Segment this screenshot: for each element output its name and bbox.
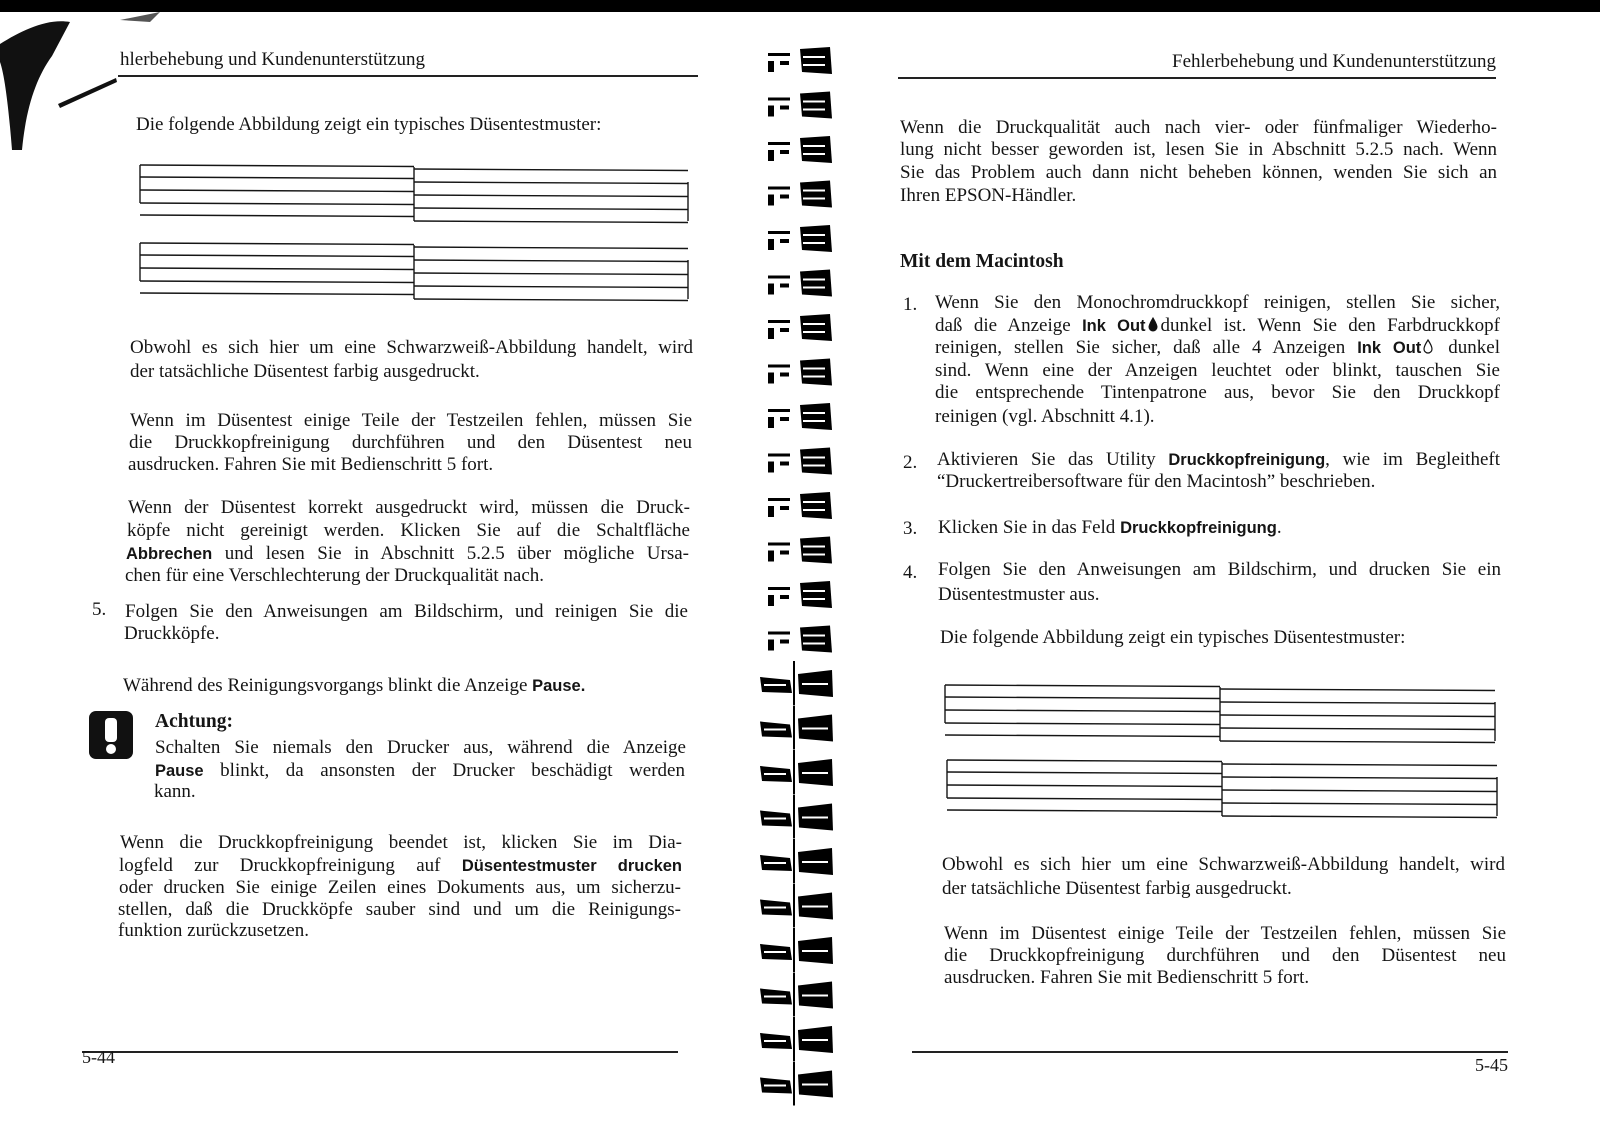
duesentestmuster-drucken-term: Düsentestmuster drucken <box>461 857 682 875</box>
line-text: dunkel ist. Wenn Sie den Farbdruckkopf <box>1160 315 1500 336</box>
caution-icon-bar <box>105 718 117 742</box>
page-number: 5-45 <box>1475 1055 1508 1075</box>
pattern-line <box>414 247 688 249</box>
caution-line: Schalten Sie niemals den Drucker aus, während die Anzeige <box>155 737 686 758</box>
pattern-line <box>1222 777 1497 779</box>
pattern-line <box>947 810 1222 812</box>
ring-mark <box>768 373 774 384</box>
line-text: Während des Reinigungsvorgangs blinkt die Anzeige <box>123 675 533 696</box>
drop-shape <box>1424 340 1432 353</box>
binding-ring <box>760 973 833 1017</box>
missing-segments-line: ausdrucken. Fahren Sie mit Bedienschritt 5 fort. <box>944 967 1310 988</box>
header-rule <box>898 77 1496 79</box>
section-title: Mit dem Macintosh <box>900 251 1064 272</box>
running-header: Fehlerbehebung und Kundenunterstützung <box>1172 51 1496 72</box>
ring-mark <box>780 150 789 154</box>
line-text: Aktivieren Sie das Utility <box>937 449 1169 470</box>
ring-highlight <box>803 598 825 600</box>
missing-segments-line: Wenn im Düsentest einige Teile der Testzeilen fehlen, müssen Sie <box>944 923 1506 944</box>
pattern-line <box>140 293 414 295</box>
ring-mark <box>768 640 774 651</box>
binding-ring <box>760 839 833 883</box>
step-number: 5. <box>92 599 107 620</box>
running-header: hlerbehebung und Kundenunterstützung <box>120 49 425 70</box>
ring-mark <box>768 106 774 117</box>
intro-line: Sie das Problem auch dann nicht beheben können, wenden Sie sich an <box>900 162 1497 183</box>
correct-print-line: chen für eine Verschlechterung der Druckqualität nach. <box>125 565 545 586</box>
ring-mark <box>768 320 790 323</box>
ring-mark <box>768 551 774 562</box>
line-text: und lesen Sie in Abschnitt 5.2.5 über mögliche Ursa- <box>212 543 689 564</box>
ring-highlight <box>764 907 786 909</box>
nozzle-test-pattern-figure <box>940 680 1502 825</box>
ring-highlight <box>803 501 825 503</box>
drop-shape <box>1148 317 1157 332</box>
ring-mark <box>768 595 774 606</box>
ring-highlight <box>803 412 825 414</box>
binding-ring <box>768 47 832 74</box>
pattern-line <box>945 735 1220 737</box>
line-text: , wie im Begleitheft <box>1325 449 1500 470</box>
ring-highlight <box>802 817 828 819</box>
pattern-line <box>947 798 1222 800</box>
ink-out-term: Ink Out <box>1357 339 1422 357</box>
step3-line <box>938 517 1282 539</box>
spiral-binding-icon <box>752 40 842 1125</box>
ring-bar <box>800 314 832 341</box>
step4-line: Folgen Sie den Anweisungen am Bildschirm, und drucken Sie ein <box>938 559 1501 580</box>
caution-title: Achtung: <box>155 711 234 732</box>
ring-bar <box>800 626 832 653</box>
step2-line: “Druckertreibersoftware für den Macintosh” beschrieben. <box>937 471 1376 492</box>
ring-highlight <box>802 772 828 774</box>
missing-segments-line: Wenn im Düsentest einige Teile der Testzeilen fehlen, müssen Sie <box>130 410 692 431</box>
ring-mark <box>780 640 789 644</box>
ring-mark <box>768 150 774 161</box>
ring-bar <box>800 492 832 519</box>
pattern-block <box>945 685 1495 743</box>
ring-highlight <box>803 198 825 200</box>
figure-intro: Die folgende Abbildung zeigt ein typisches Düsentestmuster: <box>940 627 1406 648</box>
ring-highlight <box>803 368 825 370</box>
caution-icon-dot <box>106 744 116 754</box>
ring-bar <box>800 403 832 430</box>
ring-mark <box>768 417 774 428</box>
scan-shadow-streak <box>58 78 117 108</box>
line-text: logfeld zur Druckkopfreinigung auf <box>119 855 462 876</box>
ring-highlight <box>764 996 786 998</box>
bw-note-line: Obwohl es sich hier um eine Schwarzweiß-Abbildung handelt, wird <box>130 337 693 358</box>
pattern-line <box>414 208 688 210</box>
ring-highlight <box>764 862 786 864</box>
pattern-line <box>1220 741 1495 743</box>
ring-bar <box>800 537 832 564</box>
ring-highlight <box>803 465 825 467</box>
correct-print-line: köpfe nicht gereinigt werden. Klicken Sie auf die Schaltfläche <box>127 520 690 541</box>
step5-line: Druckköpfe. <box>124 623 220 644</box>
ring-highlight <box>764 684 786 686</box>
ring-highlight <box>802 1039 828 1041</box>
ring-mark <box>768 498 790 501</box>
ring-mark <box>780 417 789 421</box>
ring-mark <box>768 53 790 56</box>
pattern-line <box>1222 816 1497 818</box>
binding-ring <box>760 661 833 705</box>
pattern-line <box>1220 689 1495 691</box>
pause-note <box>123 675 585 697</box>
ring-highlight <box>803 101 825 103</box>
pattern-line <box>1220 715 1495 717</box>
pattern-line <box>140 215 414 217</box>
ring-highlight <box>802 995 828 997</box>
correct-print-line <box>126 543 689 565</box>
intro-line: lung nicht besser geworden ist, lesen Sie in Abschnitt 5.2.5 nach. Wenn <box>900 139 1497 160</box>
after-cleaning-line <box>119 855 682 877</box>
line-text: Klicken Sie in das Feld <box>938 517 1121 538</box>
ring-mark <box>768 365 790 368</box>
step-number: 3. <box>903 518 918 539</box>
ring-highlight <box>803 287 825 289</box>
ring-mark <box>768 187 790 190</box>
step-number: 2. <box>903 452 918 473</box>
pattern-line <box>1222 764 1497 766</box>
ring-highlight <box>764 951 786 953</box>
ring-mark <box>780 61 789 65</box>
binding-ring <box>760 706 833 750</box>
ring-mark <box>780 239 789 243</box>
ring-highlight <box>803 376 825 378</box>
pause-term: Pause. <box>532 677 586 695</box>
line-text: dunkel <box>1436 337 1500 358</box>
ring-bar <box>800 47 832 74</box>
after-cleaning-line: oder drucken Sie einige Zeilen eines Dokuments aus, um sicherzu- <box>119 877 681 898</box>
ring-mark <box>768 409 790 412</box>
line-text: daß die Anzeige <box>935 315 1083 336</box>
step4-line: Düsentestmuster aus. <box>938 584 1100 605</box>
pattern-line <box>414 273 688 275</box>
ring-mark <box>780 373 789 377</box>
pattern-line <box>140 243 414 245</box>
scan-shadow-blot <box>0 21 70 150</box>
bw-note-line: der tatsächliche Düsentest farbig ausgedruckt. <box>942 878 1292 899</box>
pattern-line <box>414 182 688 184</box>
pattern-line <box>140 268 414 270</box>
bw-note-line: Obwohl es sich hier um eine Schwarzweiß-Abbildung handelt, wird <box>942 854 1505 875</box>
ring-mark <box>768 506 774 517</box>
page-number: 5-44 <box>82 1047 115 1067</box>
ring-mark <box>780 106 789 110</box>
step5-line: Folgen Sie den Anweisungen am Bildschirm, und reinigen Sie die <box>125 601 688 622</box>
after-cleaning-line: Wenn die Druckkopfreinigung beendet ist, klicken Sie im Dia- <box>120 832 682 853</box>
footer-rule <box>912 1051 1508 1053</box>
ring-highlight <box>803 279 825 281</box>
abbrechen-term: Abbrechen <box>126 545 213 563</box>
ink-out-term: Ink Out <box>1082 317 1146 335</box>
ring-mark <box>768 142 790 145</box>
ring-mark <box>768 61 774 72</box>
ring-highlight <box>803 331 825 333</box>
ring-highlight <box>764 773 786 775</box>
binding-ring <box>760 1017 833 1061</box>
line-text: . <box>1276 517 1282 538</box>
missing-segments-line: ausdrucken. Fahren Sie mit Bedienschritt 5 fort. <box>128 454 494 475</box>
ring-highlight <box>803 554 825 556</box>
ring-bar <box>800 359 832 386</box>
pattern-line <box>140 165 414 167</box>
pattern-line <box>1220 702 1495 704</box>
scan-shadow-speck <box>120 12 160 22</box>
binding-ring <box>768 270 832 297</box>
pattern-line <box>1222 790 1497 792</box>
ring-mark <box>768 231 790 234</box>
pattern-line <box>414 169 688 171</box>
ring-highlight <box>803 546 825 548</box>
pattern-line <box>945 723 1220 725</box>
pattern-line <box>945 710 1220 712</box>
pause-term: Pause <box>155 762 204 780</box>
line-text: blinkt, da ansonsten der Drucker beschädigt werden <box>203 760 685 781</box>
binding-ring <box>760 1062 833 1106</box>
line-text: reinigen, stellen Sie sicher, daß alle 4 Anzeigen <box>935 337 1358 358</box>
ring-mark <box>768 632 790 635</box>
ring-mark <box>780 462 789 466</box>
bw-note-line: der tatsächliche Düsentest farbig ausgedruckt. <box>130 361 480 382</box>
scan-top-edge <box>0 0 1600 12</box>
pattern-block <box>140 243 688 301</box>
ring-highlight <box>803 635 825 637</box>
ring-mark <box>780 595 789 599</box>
step1-line <box>935 337 1500 359</box>
binding-ring <box>760 928 833 972</box>
ring-bar <box>800 92 832 119</box>
binding-ring <box>760 795 833 839</box>
ring-bar <box>800 136 832 163</box>
footer-rule <box>82 1051 678 1053</box>
ring-highlight <box>803 323 825 325</box>
pattern-line <box>945 697 1220 699</box>
binding-ring <box>768 581 832 608</box>
ring-mark <box>768 543 790 546</box>
ring-highlight <box>802 683 828 685</box>
figure-intro: Die folgende Abbildung zeigt ein typisches Düsentestmuster: <box>136 114 602 135</box>
missing-segments-line: die Druckkopfreinigung durchführen und den Düsentest neu <box>129 432 692 453</box>
step1-line: reinigen (vgl. Abschnitt 4.1). <box>935 406 1155 427</box>
ring-highlight <box>803 509 825 511</box>
pattern-line <box>1220 728 1495 730</box>
ink-drop-filled-icon <box>1148 317 1158 332</box>
ring-highlight <box>802 906 828 908</box>
ring-mark <box>780 284 789 288</box>
ring-bar <box>800 581 832 608</box>
ring-bar <box>800 448 832 475</box>
after-cleaning-line: funktion zurückzusetzen. <box>118 920 309 941</box>
binding-ring <box>768 225 832 252</box>
step1-line: Wenn Sie den Monochromdruckkopf reinigen, stellen Sie sicher, <box>935 292 1500 313</box>
binding-ring <box>768 92 832 119</box>
ring-highlight <box>803 190 825 192</box>
ring-highlight <box>803 145 825 147</box>
pattern-line <box>1222 803 1497 805</box>
binding-ring <box>768 626 832 653</box>
pattern-line <box>947 785 1222 787</box>
pattern-line <box>140 177 414 179</box>
ring-highlight <box>803 109 825 111</box>
ring-mark <box>768 587 790 590</box>
ring-highlight <box>764 818 786 820</box>
pattern-line <box>140 255 414 257</box>
ring-mark <box>768 284 774 295</box>
pattern-line <box>945 685 1220 687</box>
binding-ring <box>768 537 832 564</box>
ring-bar <box>800 270 832 297</box>
ring-mark <box>780 551 789 555</box>
binding-ring <box>768 314 832 341</box>
caution-exclamation-icon <box>88 710 134 760</box>
ring-mark <box>780 506 789 510</box>
ring-highlight <box>803 64 825 66</box>
step1-line <box>935 315 1500 337</box>
ring-mark <box>768 239 774 250</box>
ring-mark <box>780 195 789 199</box>
ring-highlight <box>802 950 828 952</box>
ring-highlight <box>803 153 825 155</box>
pattern-line <box>414 221 688 223</box>
ring-highlight <box>803 590 825 592</box>
step1-line: die entsprechende Tintenpatrone aus, bevor Sie den Druckkopf <box>935 382 1500 403</box>
binding-ring <box>768 136 832 163</box>
caution-line <box>155 760 685 782</box>
ring-highlight <box>764 1040 786 1042</box>
step1-line: sind. Wenn eine der Anzeigen leuchtet oder blinkt, tauschen Sie <box>935 360 1500 381</box>
ring-highlight <box>764 729 786 731</box>
ink-drop-outline-icon <box>1423 339 1433 354</box>
pattern-line <box>414 299 688 301</box>
ring-highlight <box>803 643 825 645</box>
ring-highlight <box>802 1084 828 1086</box>
pattern-block <box>947 760 1497 818</box>
binding-ring <box>768 181 832 208</box>
intro-line: Wenn die Druckqualität auch nach vier- oder fünfmaliger Wiederho- <box>900 117 1497 138</box>
ring-highlight <box>803 242 825 244</box>
ring-mark <box>768 195 774 206</box>
pattern-line <box>947 760 1222 762</box>
step2-line <box>937 449 1500 471</box>
nozzle-test-pattern-figure <box>134 158 696 308</box>
caution-line: kann. <box>154 781 196 802</box>
ring-highlight <box>803 234 825 236</box>
pattern-line <box>414 260 688 262</box>
ring-bar <box>800 181 832 208</box>
missing-segments-line: die Druckkopfreinigung durchführen und den Düsentest neu <box>944 945 1506 966</box>
binding-ring <box>768 492 832 519</box>
ring-highlight <box>803 56 825 58</box>
pattern-line <box>947 772 1222 774</box>
druckkopfreinigung-term: Druckkopfreinigung <box>1168 451 1326 469</box>
ring-mark <box>768 328 774 339</box>
ring-mark <box>768 98 790 101</box>
pattern-line <box>140 190 414 192</box>
ring-bar <box>800 225 832 252</box>
ring-mark <box>768 462 774 473</box>
pattern-line <box>414 286 688 288</box>
ring-highlight <box>802 861 828 863</box>
binding-ring <box>768 448 832 475</box>
ring-highlight <box>764 1085 786 1087</box>
binding-ring <box>760 750 833 794</box>
step-number: 4. <box>903 562 918 583</box>
ring-highlight <box>803 420 825 422</box>
intro-line: Ihren EPSON-Händler. <box>900 185 1077 206</box>
after-cleaning-line: stellen, daß die Druckköpfe sauber sind und um die Reinigungs- <box>118 899 681 920</box>
binding-ring <box>768 403 832 430</box>
step-number: 1. <box>903 294 918 315</box>
pattern-line <box>140 203 414 205</box>
header-rule <box>118 75 698 77</box>
pattern-block <box>140 165 688 223</box>
scan-corner-shadow <box>0 0 130 160</box>
pattern-line <box>414 195 688 197</box>
ring-highlight <box>802 728 828 730</box>
ring-mark <box>768 276 790 279</box>
correct-print-line: Wenn der Düsentest korrekt ausgedruckt wird, müssen die Druck- <box>128 497 690 518</box>
ring-highlight <box>803 457 825 459</box>
ring-mark <box>768 454 790 457</box>
ring-mark <box>780 328 789 332</box>
pattern-line <box>140 281 414 283</box>
binding-ring <box>768 359 832 386</box>
binding-ring <box>760 884 833 928</box>
druckkopfreinigung-term: Druckkopfreinigung <box>1120 519 1277 537</box>
